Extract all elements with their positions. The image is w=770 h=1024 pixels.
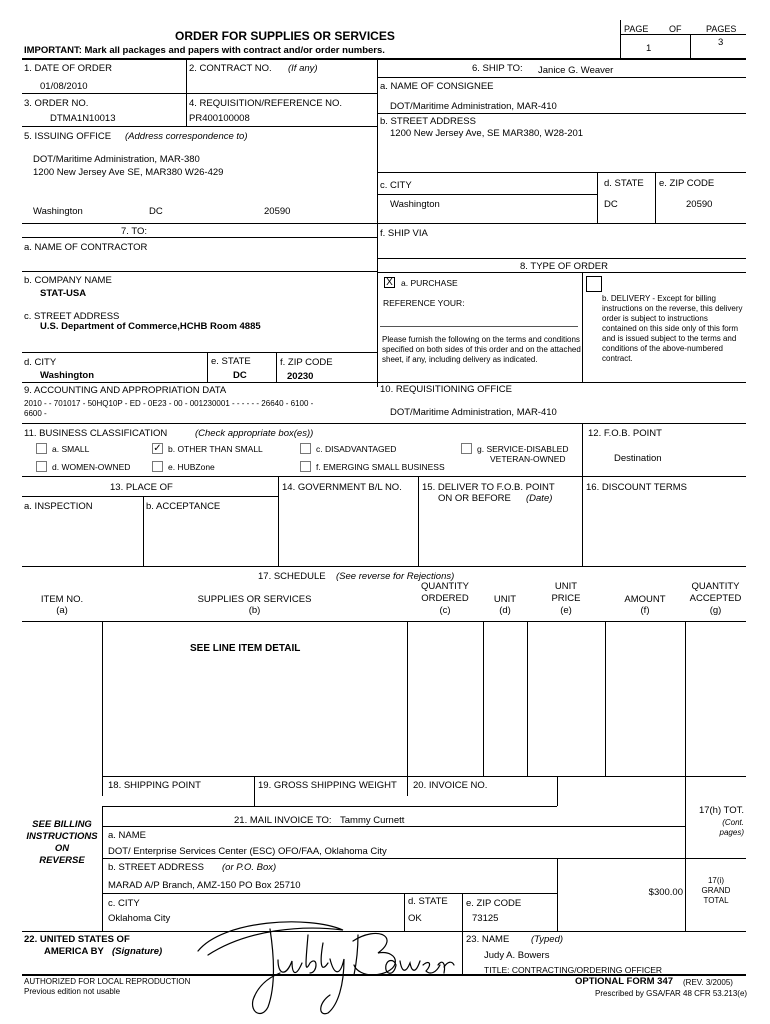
pages-label: PAGES [706, 24, 737, 34]
signature-image [168, 915, 458, 1019]
invoice-city-value[interactable]: Oklahoma City [108, 913, 171, 924]
emerging-checkbox[interactable] [300, 461, 311, 472]
issuing-office-line2[interactable]: 1200 New Jersey Ave SE, MAR380 W26-429 [33, 167, 224, 178]
issuing-office-label: 5. ISSUING OFFICE [24, 131, 112, 142]
business-class-note: (Check appropriate box(es)) [195, 428, 314, 439]
contract-no-note: (If any) [288, 63, 318, 74]
emerging-label: f. EMERGING SMALL BUSINESS [316, 462, 445, 472]
type-of-order-label: 8. TYPE OF ORDER [520, 261, 608, 272]
issuing-office-line1[interactable]: DOT/Maritime Administration, MAR-380 [33, 154, 200, 165]
ship-to-attn[interactable]: Janice G. Weaver [538, 65, 614, 76]
requisitioning-office-value[interactable]: DOT/Maritime Administration, MAR-410 [390, 407, 557, 418]
invoice-no-label: 20. INVOICE NO. [413, 780, 488, 791]
other-than-small-label: b. OTHER THAN SMALL [168, 444, 263, 454]
hubzone-checkbox[interactable] [152, 461, 163, 472]
typed-note: (Typed) [531, 934, 564, 945]
service-disabled-checkbox[interactable] [461, 443, 472, 454]
invoice-state-label: d. STATE [408, 896, 448, 907]
america-by-label: AMERICA BY [44, 946, 104, 957]
invoice-name-label: a. NAME [108, 830, 147, 841]
order-no-label: 3. ORDER NO. [24, 98, 89, 109]
contractor-street-label: c. STREET ADDRESS [24, 311, 120, 322]
col-unit-price: UNIT PRICE (e) [551, 581, 581, 616]
mail-invoice-attn[interactable]: Tammy Curnett [340, 815, 405, 826]
purchase-checkbox[interactable]: X [384, 277, 395, 288]
ship-street-label: b. STREET ADDRESS [380, 116, 476, 127]
to-label: 7. TO: [121, 226, 148, 237]
invoice-zip-label: e. ZIP CODE [466, 898, 522, 909]
grand-total-label: 17(i) GRAND TOTAL [701, 876, 731, 905]
date-of-order-label: 1. DATE OF ORDER [24, 63, 112, 74]
requisition-no-label: 4. REQUISITION/REFERENCE NO. [189, 98, 343, 109]
on-or-before-label: ON OR BEFORE [438, 493, 511, 504]
requisition-no-value[interactable]: PR400100008 [189, 113, 250, 124]
company-name-label: b. COMPANY NAME [24, 275, 112, 286]
fob-point-label: 12. F.O.B. POINT [588, 428, 662, 439]
date-of-order-value[interactable]: 01/08/2010 [40, 81, 88, 92]
page-label: PAGE [624, 24, 649, 34]
ship-city-label: c. CITY [380, 180, 412, 191]
small-checkbox[interactable] [36, 443, 47, 454]
pages-value[interactable]: 3 [718, 37, 724, 48]
women-owned-checkbox[interactable] [36, 461, 47, 472]
col-qty-ordered: QUANTITY ORDERED (c) [420, 581, 470, 616]
form-number: OPTIONAL FORM 347 [575, 976, 674, 987]
invoice-zip-value[interactable]: 73125 [472, 913, 499, 924]
us-label: 22. UNITED STATES OF [24, 934, 130, 945]
gross-weight-label: 19. GROSS SHIPPING WEIGHT [258, 780, 397, 791]
gov-bl-label: 14. GOVERNMENT B/L NO. [282, 482, 402, 493]
schedule-note: (See reverse for Rejections) [336, 571, 455, 582]
ship-street-value[interactable]: 1200 New Jersey Ave, SE MAR380, W28-201 [390, 128, 584, 139]
col-supplies: SUPPLIES OR SERVICES (b) [197, 594, 312, 616]
of-label: OF [669, 24, 682, 34]
grand-total-amount[interactable]: $300.00 [648, 887, 683, 898]
ship-zip-label: e. ZIP CODE [659, 178, 715, 189]
important-note: IMPORTANT: Mark all packages and papers with contract and/or order numbers. [24, 45, 385, 56]
place-of-label: 13. PLACE OF [110, 482, 173, 493]
signature-note: (Signature) [112, 946, 163, 957]
col-unit: UNIT (d) [493, 594, 517, 616]
issuing-office-state[interactable]: DC [149, 206, 163, 217]
requisitioning-office-label: 10. REQUISITIONING OFFICE [380, 384, 512, 395]
officer-title: TITLE: CONTRACTING/ORDERING OFFICER [484, 965, 663, 975]
invoice-name-value[interactable]: DOT/ Enterprise Services Center (ESC) OFO/FAA, Oklahoma City [108, 846, 387, 857]
issuing-office-city[interactable]: Washington [33, 206, 83, 217]
purchase-label: a. PURCHASE [401, 278, 458, 288]
total-cont-pages-label: 17(h) TOT. [698, 805, 744, 816]
contractor-zip-label: f. ZIP CODE [280, 357, 333, 368]
invoice-street-note: (or P.O. Box) [222, 862, 277, 873]
consignee-value[interactable]: DOT/Maritime Administration, MAR-410 [390, 101, 557, 112]
delivery-text: b. DELIVERY - Except for billing instructions on the reverse, this delivery order is subject to instructions contained on this side only of this form and is issued subject to the terms and conditions of the above-numbered contract. [602, 294, 743, 363]
invoice-street-value[interactable]: MARAD A/P Branch, AMZ-150 PO Box 25710 [108, 880, 301, 891]
accounting-line1[interactable]: 2010 - - 701017 - 50HQ10P - ED - 0E23 - 00 - 001230001 - - - - - - 26640 - 6100 - [24, 399, 314, 408]
col-qty-accepted: QUANTITY ACCEPTED (g) [689, 581, 742, 616]
col-amount: AMOUNT (f) [624, 594, 666, 616]
contractor-state-label: e. STATE [211, 356, 251, 367]
contractor-street-value[interactable]: U.S. Department of Commerce,HCHB Room 4885 [40, 321, 261, 332]
fob-point-value[interactable]: Destination [614, 453, 662, 464]
ship-state-label: d. STATE [604, 178, 644, 189]
women-owned-label: d. WOMEN-OWNED [52, 462, 131, 472]
service-disabled-label: g. SERVICE-DISABLED [477, 444, 569, 454]
issuing-office-zip[interactable]: 20590 [264, 206, 291, 217]
acceptance-label: b. ACCEPTANCE [146, 501, 221, 512]
schedule-label: 17. SCHEDULE [258, 571, 326, 582]
other-than-small-checkbox[interactable]: ✓ [153, 443, 162, 454]
contractor-city-value[interactable]: Washington [40, 370, 94, 381]
contractor-city-label: d. CITY [24, 357, 57, 368]
business-class-label: 11. BUSINESS CLASSIFICATION [24, 428, 168, 439]
form-revision: (REV. 3/2005) [683, 978, 733, 987]
cont-pages-note: (Cont. pages) [719, 818, 744, 837]
invoice-street-label: b. STREET ADDRESS [108, 862, 204, 873]
order-no-value[interactable]: DTMA1N10013 [50, 113, 116, 124]
contractor-name-label: a. NAME OF CONTRACTOR [24, 242, 148, 253]
page-value[interactable]: 1 [646, 43, 652, 54]
hubzone-label: e. HUBZone [168, 462, 215, 472]
discount-terms-label: 16. DISCOUNT TERMS [586, 482, 688, 493]
ship-to-label: 6. SHIP TO: [472, 63, 523, 74]
shipping-point-label: 18. SHIPPING POINT [108, 780, 201, 791]
small-label: a. SMALL [52, 444, 90, 454]
invoice-city-label: c. CITY [108, 898, 140, 909]
disadvantaged-label: c. DISADVANTAGED [316, 444, 397, 454]
delivery-checkbox[interactable] [586, 276, 602, 292]
see-line-item-detail: SEE LINE ITEM DETAIL [190, 643, 301, 654]
accounting-label: 9. ACCOUNTING AND APPROPRIATION DATA [24, 385, 227, 396]
previous-edition: Previous edition not usable [24, 987, 121, 996]
ship-city-value[interactable]: Washington [390, 199, 440, 210]
disadvantaged-checkbox[interactable] [300, 443, 311, 454]
company-name-value[interactable]: STAT-USA [40, 288, 87, 299]
mail-invoice-label: 21. MAIL INVOICE TO: [234, 815, 332, 826]
veteran-owned-label: VETERAN-OWNED [490, 454, 566, 464]
inspection-label: a. INSPECTION [24, 501, 93, 512]
consignee-label: a. NAME OF CONSIGNEE [380, 81, 494, 92]
invoice-state-value[interactable]: OK [408, 913, 422, 924]
terms-text: Please furnish the following on the terms and conditions specified on both sides of this order and on the attached sheet, if any, including delivery as indicated. [382, 335, 581, 364]
accounting-line2[interactable]: 6600 - [24, 409, 47, 418]
contractor-state-value[interactable]: DC [233, 370, 247, 381]
officer-name-value[interactable]: Judy A. Bowers [484, 950, 550, 961]
local-reproduction: AUTHORIZED FOR LOCAL REPRODUCTION [24, 977, 191, 986]
deliver-fob-label: 15. DELIVER TO F.O.B. POINT [422, 482, 555, 493]
contract-no-label: 2. CONTRACT NO. [189, 63, 272, 74]
name-typed-label: 23. NAME [466, 934, 510, 945]
ship-via-label: f. SHIP VIA [380, 228, 428, 239]
reference-your-label: REFERENCE YOUR: [383, 298, 465, 308]
see-billing-instructions: SEE BILLING INSTRUCTIONS ON REVERSE [26, 819, 98, 866]
prescribed-by: Prescribed by GSA/FAR 48 CFR 53.213(e) [595, 989, 748, 998]
issuing-office-note: (Address correspondence to) [125, 131, 248, 142]
ship-zip-value[interactable]: 20590 [686, 199, 713, 210]
col-item-no: ITEM NO. (a) [40, 594, 84, 616]
date-note: (Date) [526, 493, 553, 504]
form-title: ORDER FOR SUPPLIES OR SERVICES [175, 29, 395, 43]
contractor-zip-value[interactable]: 20230 [287, 371, 314, 382]
ship-state-value[interactable]: DC [604, 199, 618, 210]
